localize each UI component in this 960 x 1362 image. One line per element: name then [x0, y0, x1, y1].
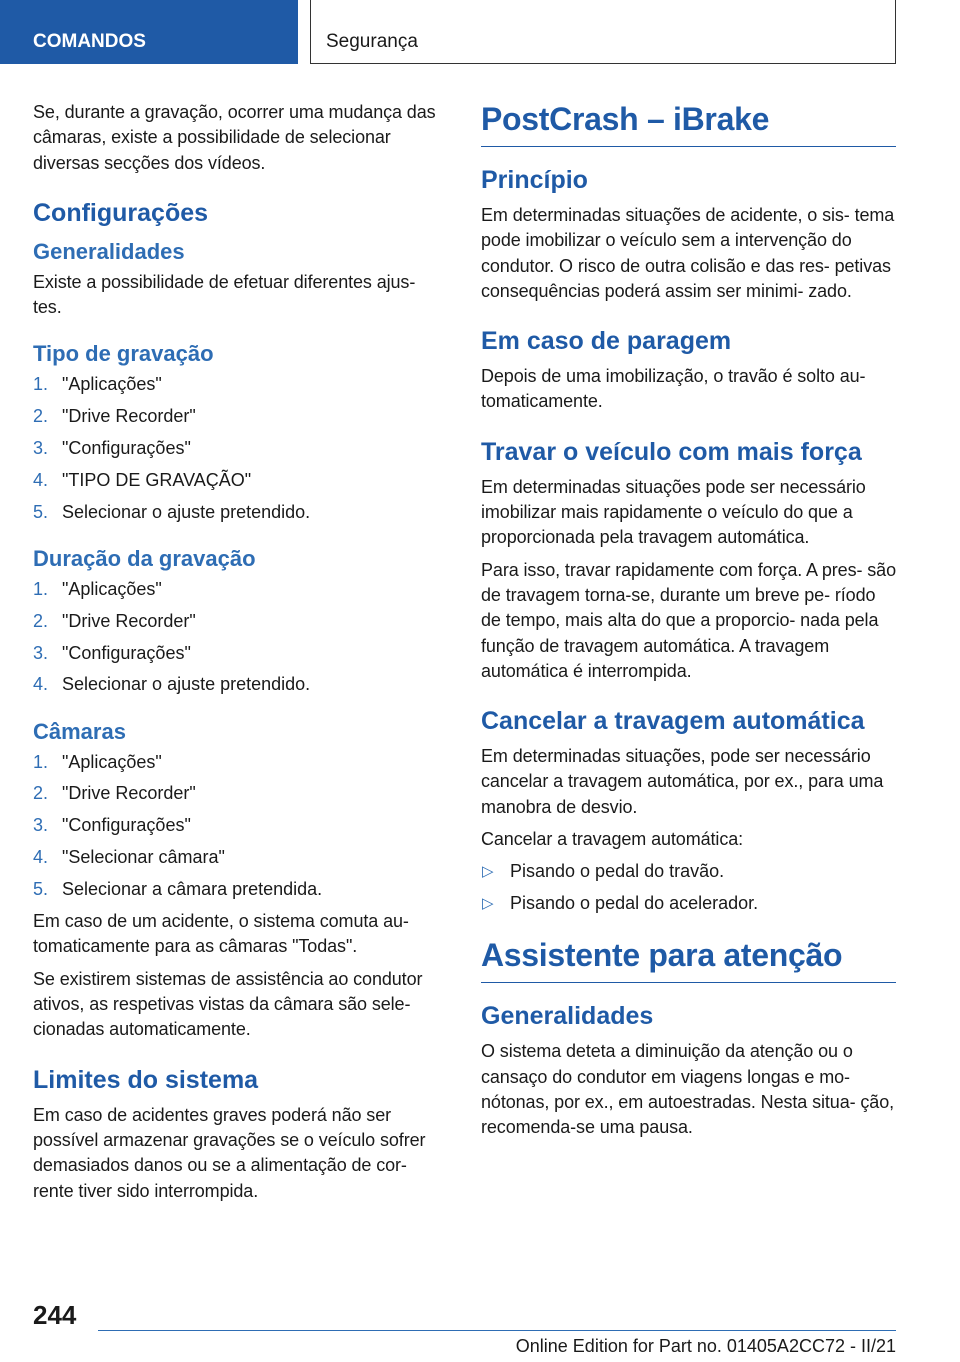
limits-heading: Limites do sistema — [33, 1065, 259, 1094]
limits-paragraph: Em caso de acidentes graves poderá não ser possível armazenar gravações se o veículo sofrer demasiados danos ou se a alimentação de cor- rente tiver sido interrompida. — [33, 1104, 426, 1201]
attention-paragraph: O sistema deteta a diminuição da atenção ou o cansaço do condutor em viagens longas e mo- nótonas, por ex., em autoestradas. Nesta situa- ção, recomenda-se uma pausa. — [481, 1041, 895, 1138]
duration-steps — [33, 577, 448, 698]
cameras-heading: Câmaras — [33, 718, 126, 744]
attention-general-heading: Generalidades — [481, 1002, 654, 1031]
brake-force-paragraph-2: Para isso, travar rapidamente com força. A pres- são de travagem torna-se, durante um breve pe- ríodo de tempo, mais alta do que a proporcio- nada pela função de travagem automática. A travagem automática é interrompida. — [481, 559, 896, 681]
triangle-bullet-icon: ▷ — [482, 895, 494, 913]
stop-paragraph: Depois de uma imobilização, o travão é solto au- tomaticamente. — [481, 366, 866, 412]
chapter-title: Segurança — [310, 0, 896, 64]
list-item: 1. "Aplicações" — [33, 751, 162, 772]
rec-type-steps — [33, 372, 448, 524]
triangle-bullet-icon: ▷ — [482, 863, 494, 881]
cameras-steps — [33, 750, 448, 902]
list-item: ▷ Pisando o pedal do travão. — [481, 859, 896, 884]
duration-heading: Duração da gravação — [33, 545, 256, 571]
attention-heading: Assistente para atenção — [481, 936, 896, 983]
list-item: 5. Selecionar o ajuste pretendido. — [33, 501, 311, 522]
principle-heading: Princípio — [481, 166, 588, 194]
rec-type-heading: Tipo de gravação — [33, 341, 214, 367]
list-item: 3. "Configurações" — [33, 438, 191, 459]
footer-edition: Online Edition for Part no. 01405A2CC72 - II/21 — [515, 1336, 896, 1356]
footer-divider — [98, 1330, 896, 1331]
intro-paragraph: Se, durante a gravação, ocorrer uma mudança das câmaras, existe a possibilidade de selecionar diversas secções dos vídeos. — [33, 102, 436, 173]
postcrash-heading: PostCrash – iBrake — [481, 100, 896, 147]
principle-paragraph: Em determinadas situações de acidente, o sis- tema pode imobilizar o veículo sem a intervenção do condutor. O risco de outra colisão e das res- petivas consequências poderá assim ser minimi- zado. — [481, 205, 895, 301]
general-paragraph: Existe a possibilidade de efetuar diferentes ajus- tes. — [33, 271, 416, 318]
list-item: 2. "Drive Recorder" — [33, 610, 196, 631]
list-item: 5. Selecionar a câmara pretendida. — [33, 878, 323, 899]
brake-force-heading: Travar o veículo com mais força — [481, 437, 862, 466]
brake-force-paragraph-1: Em determinadas situações pode ser necessário imobilizar mais rapidamente o veículo do que a proporcionada pela travagem automática. — [481, 476, 866, 548]
cameras-paragraph-1: Em caso de um acidente, o sistema comuta au- tomaticamente para as câmaras "Todas". — [33, 911, 409, 957]
section-tab: COMANDOS — [0, 0, 298, 64]
list-item: 4. "TIPO DE GRAVAÇÃO" — [33, 469, 252, 490]
general-heading: Generalidades — [33, 238, 185, 264]
cancel-paragraph-2: Cancelar a travagem automática: — [481, 829, 744, 850]
config-heading: Configurações — [33, 198, 209, 227]
list-item: 3. "Configurações" — [33, 815, 191, 836]
list-item: 4. Selecionar o ajuste pretendido. — [33, 674, 311, 695]
right-column — [481, 100, 896, 1148]
cancel-heading: Cancelar a travagem automática — [481, 707, 865, 736]
stop-heading: Em caso de paragem — [481, 327, 732, 356]
cancel-bullets — [481, 859, 896, 916]
list-item: 2. "Drive Recorder" — [33, 783, 196, 804]
cancel-paragraph-1: Em determinadas situações, pode ser necessário cancelar a travagem automática, por ex., para uma manobra de desvio. — [481, 746, 884, 817]
list-item: ▷ Pisando o pedal do acelerador. — [481, 891, 896, 916]
page-number: 244 — [33, 1300, 77, 1330]
list-item: 2. "Drive Recorder" — [33, 406, 196, 427]
list-item: 3. "Configurações" — [33, 642, 191, 663]
list-item: 1. "Aplicações" — [33, 578, 162, 599]
list-item: 4. "Selecionar câmara" — [33, 847, 225, 868]
list-item: 1. "Aplicações" — [33, 374, 162, 395]
cameras-paragraph-2: Se existirem sistemas de assistência ao condutor ativos, as respetivas vistas da câmara são sele- cionadas automaticamente. — [33, 968, 423, 1040]
left-column — [33, 100, 448, 1211]
